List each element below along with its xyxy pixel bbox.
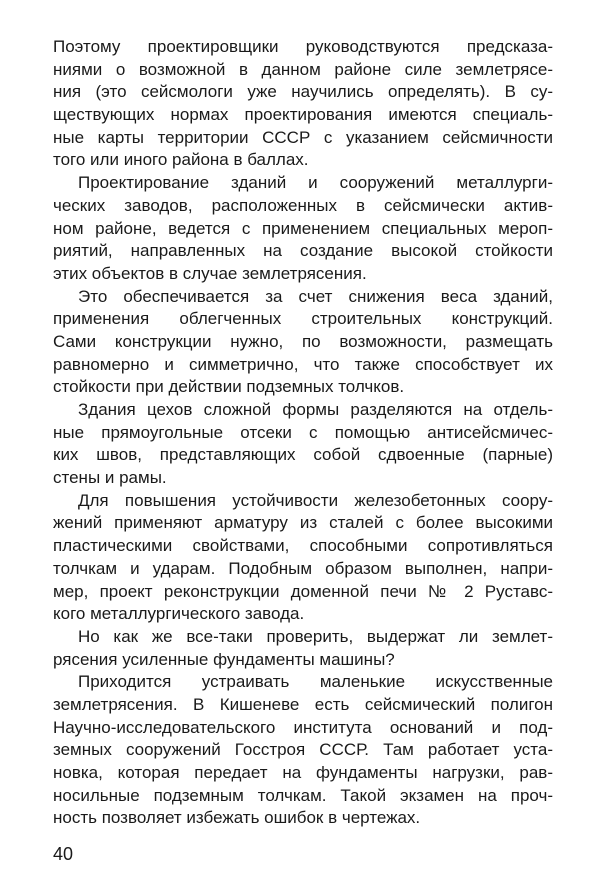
- text-line: толчкам и ударам. Подобным образом выполнен, напри-: [53, 558, 553, 578]
- text-line: Но как же все-таки проверить, выдержат ли землет-: [78, 626, 553, 646]
- text-line: пластическими свойствами, способными сопротивляться: [53, 536, 553, 556]
- text-line: жений применяют арматуру из сталей с более высокими: [53, 513, 553, 533]
- paragraph: [53, 626, 553, 671]
- paragraph: [53, 490, 553, 626]
- text-line: земных сооружений Госстроя СССР. Там работает уста-: [53, 740, 553, 760]
- paragraph: [53, 399, 553, 490]
- text-line: ные карты территории СССР с указанием сейсмичности: [53, 127, 553, 147]
- text-line: новка, которая передает на фундаменты нагрузки, рав-: [53, 763, 553, 782]
- text-line: ном районе, ведется с применением специальных мероп-: [53, 218, 553, 238]
- text-line: носильные подземным толчкам. Такой экзамен на проч-: [53, 785, 553, 805]
- text-line: Здания цехов сложной формы разделяются на отдель-: [78, 400, 553, 419]
- text-line: ность позволяет избежать ошибок в чертежах.: [53, 808, 421, 828]
- text-line: риятий, направленных на создание высокой стойкости: [53, 241, 553, 261]
- text-line: Приходится устраивать маленькие искусственные: [78, 672, 553, 692]
- text-line: равномерно и симметрично, что также способствует их: [53, 354, 553, 374]
- text-line: применения облегченных строительных конструкций.: [53, 309, 553, 329]
- page-body-text: [53, 36, 553, 830]
- text-line: этих объектов в случае землетрясения.: [53, 263, 367, 283]
- text-line: Это обеспечивается за счет снижения веса зданий,: [78, 286, 553, 306]
- text-line: рясения усиленные фундаменты машины?: [53, 649, 395, 669]
- text-line: стойкости при действии подземных толчков.: [53, 377, 405, 397]
- text-line: ческих заводов, расположенных в сейсмически актив-: [53, 195, 553, 215]
- text-line: кого металлургического завода.: [53, 604, 305, 624]
- text-line: того или иного района в баллах.: [53, 150, 309, 170]
- text-line: землетрясения. В Кишеневе есть сейсмический полигон: [53, 694, 553, 714]
- text-line: Поэтому проектировщики руководствуются предсказа-: [53, 37, 553, 56]
- paragraph: [53, 286, 553, 399]
- text-line: Научно-исследовательского института оснований и под-: [53, 717, 553, 737]
- paragraph: [53, 36, 553, 172]
- text-line: стены и рамы.: [53, 468, 167, 488]
- text-line: ществующих нормах проектирования имеются специаль-: [53, 105, 553, 125]
- text-line: ные прямоугольные отсеки с помощью антисейсмичес-: [53, 422, 553, 442]
- text-line: мер, проект реконструкции доменной печи № 2 Руставс-: [53, 581, 553, 601]
- text-line: Сами конструкции нужно, по возможности, размещать: [53, 331, 553, 351]
- paragraph: [53, 671, 553, 830]
- text-line: ниями о возможной в данном районе силе землетрясе-: [53, 59, 553, 79]
- text-line: Для повышения устойчивости железобетонных соору-: [78, 490, 553, 510]
- text-line: Проектирование зданий и сооружений металлурги-: [78, 173, 553, 193]
- text-line: ния (это сейсмологи уже научились определять). В су-: [53, 82, 553, 102]
- text-line: ких швов, представляющих собой сдвоенные (парные): [53, 445, 553, 465]
- page-number: 40: [53, 844, 74, 864]
- paragraph: [53, 172, 553, 285]
